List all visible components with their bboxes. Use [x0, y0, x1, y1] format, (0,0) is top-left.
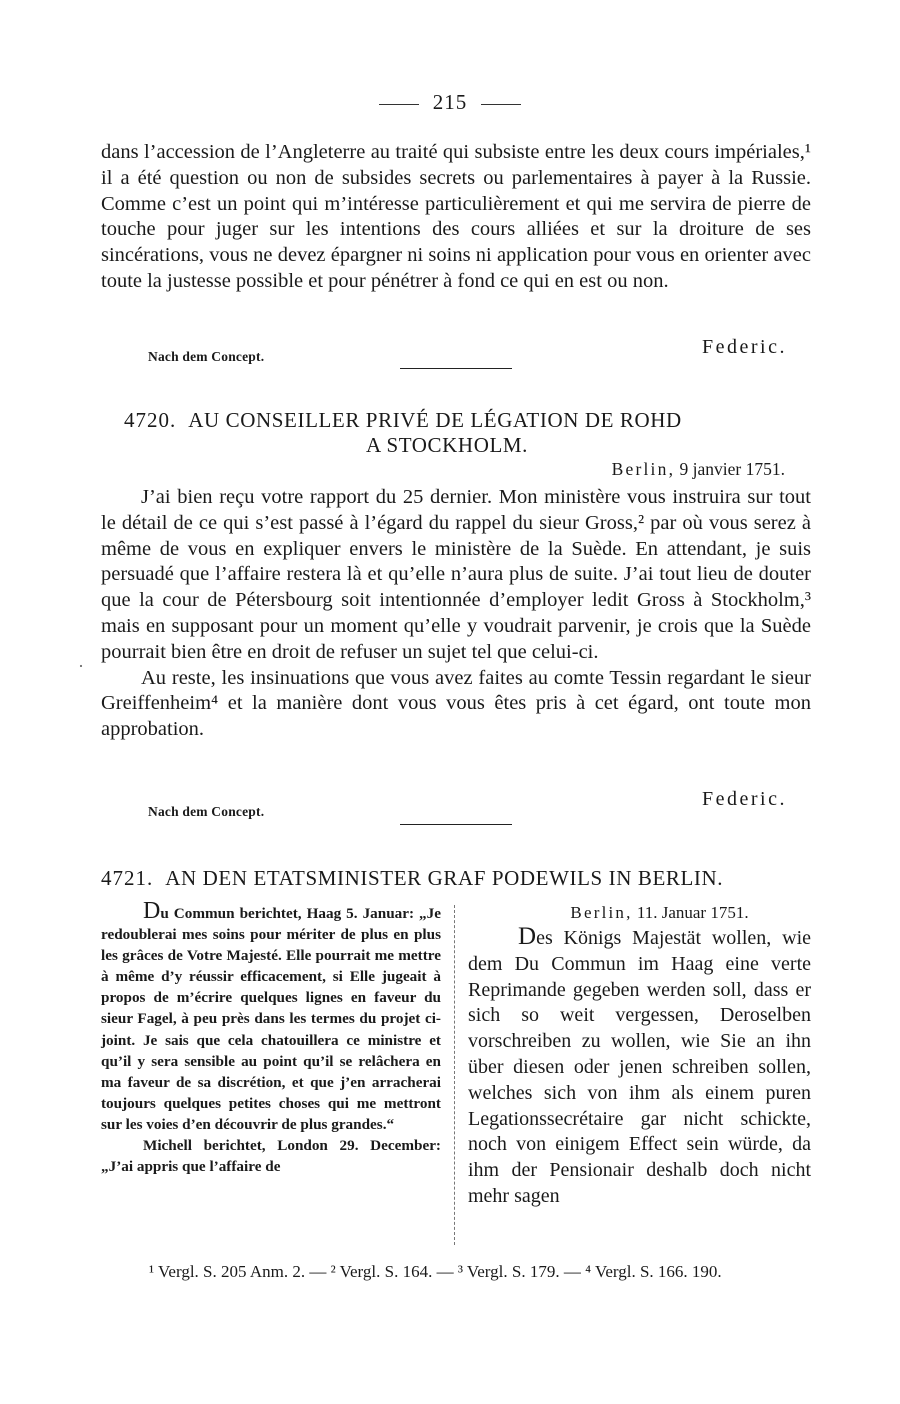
dateline-4720 — [612, 459, 785, 480]
letter-heading-4720 — [124, 408, 814, 433]
right-column-reply — [468, 902, 811, 1210]
dateline-date: 9 janvier 1751. — [679, 459, 785, 479]
report-paragraph: Michell berichtet, London 29. December: „J’ai appris que l’affaire de — [101, 1137, 441, 1176]
drop-cap: D — [143, 898, 161, 924]
reply-paragraph — [468, 924, 811, 1210]
letter-title: AN DEN ETATSMINISTER GRAF PODEWILS IN BERLIN. — [165, 866, 724, 890]
dateline-place: Berlin, — [611, 459, 676, 479]
letter-title: AU CONSEILLER PRIVÉ DE LÉGATION DE ROHD — [188, 408, 682, 432]
signature: Federic. — [702, 788, 787, 810]
source-note: Nach dem Concept. — [148, 804, 265, 819]
reply-text: es Königs Majestät wollen, wie dem Du Commun im Haag eine verte Reprimande gegeben werden soll, dass er sich so weit vergessen, Deroselben vorschreiben zu wollen, wie Sie an ihn über diesen oder jenen schreiben sollen, welches sich von ihm als einem puren Legationssecrétaire gar nicht schickte, noch von einigem Effect sein würde, da ihm der Pensionair deshalb doch nicht mehr sagen — [468, 927, 811, 1207]
letter-paragraph: Au reste, les insinuations que vous avez faites au comte Tessin regardant le sieur Greiffenheim⁴ et la manière dont vous vous êtes pris à cet égard, ont toute mon approbation. — [101, 666, 811, 741]
dateline-place: Berlin, — [570, 903, 633, 922]
letter-paragraph: J’ai bien reçu votre rapport du 25 dernier. Mon ministère vous instruira sur tout le détail de ce qui s’est passé à l’égard du rappel du sieur Gross,² par où vous serez à même de vous en expliquer envers le ministère de la Suède. En attendant, je suis persuadé que l’affaire restera là et qu’elle n’aura plus de suite. J’ai tout lieu de douter que la cour de Pétersbourg soit intentionnée d’employer ledit Gross à Stockholm,³ mais en supposant pour un moment qu’elle y voudrait parvenir, je crois que la Suède pourrait bien être en droit de refuser un sujet tel que celui-ci. — [101, 486, 811, 663]
section-divider-rule — [400, 824, 512, 825]
page-number-header — [0, 90, 900, 115]
margin-mark: · — [78, 656, 84, 676]
previous-letter-paragraph: dans l’accession de l’Angleterre au traité qui subsiste entre les deux cours impériales,¹ il a été question ou non de subsides secrets ou parlementaires à payer à la Russie. Comme c’est un point qui m’intéresse particulièrement et qui me servira de pierre de touche pour juger sur les intentions des cours alliées et sur la droiture de ses sincérations, vous ne devez épargner ni soins ni application pour vous en orienter avec toute la justesse possible et pour pénétrer à fond ce qui en est ou non. — [101, 141, 811, 292]
signature: Federic. — [702, 336, 787, 358]
letter-body-4720 — [101, 485, 811, 743]
page-number: 215 — [432, 90, 468, 114]
letter-number: 4720. — [124, 408, 177, 432]
letter-number: 4721. — [101, 866, 154, 890]
report-paragraph — [101, 898, 441, 1135]
report-text: u Commun berichtet, Haag 5. Januar: „Je redoublerai mes soins pour mériter de plus en plus les grâces de Votre Majesté. Elle pourrait me mettre à même d’y réussir efficacement, si Elle jugeait à propos de m’écrire quelques lignes en faveur du sieur Fagel, à peu près dans les termes du projet ci-joint. Je sais que cela chatouillera ce ministre et qu’il y sera sensible au point qu’il se relâchera en ma faveur de sa discrétion, et que j’en arracherai toujours quelques petites choses qui me mettront sur les voies d’en découvrir de plus grandes.“ — [101, 905, 441, 1133]
drop-cap: D — [518, 923, 537, 950]
source-note: Nach dem Concept. — [148, 349, 265, 364]
letter-heading-4720-line2: A STOCKHOLM. — [366, 433, 529, 457]
dateline-date: 11. Januar 1751. — [636, 903, 749, 922]
section-divider-rule — [400, 368, 512, 369]
column-divider — [454, 905, 455, 1245]
dateline-4721 — [508, 902, 811, 924]
left-column-reports — [101, 898, 441, 1177]
header-dash-left — [379, 104, 419, 105]
footnotes: ¹ Vergl. S. 205 Anm. 2. — ² Vergl. S. 164. — ³ Vergl. S. 179. — ⁴ Vergl. S. 166. 190. — [149, 1262, 722, 1281]
previous-letter-continuation — [101, 140, 811, 295]
letter-heading-4721 — [101, 866, 811, 891]
header-dash-right — [481, 104, 521, 105]
